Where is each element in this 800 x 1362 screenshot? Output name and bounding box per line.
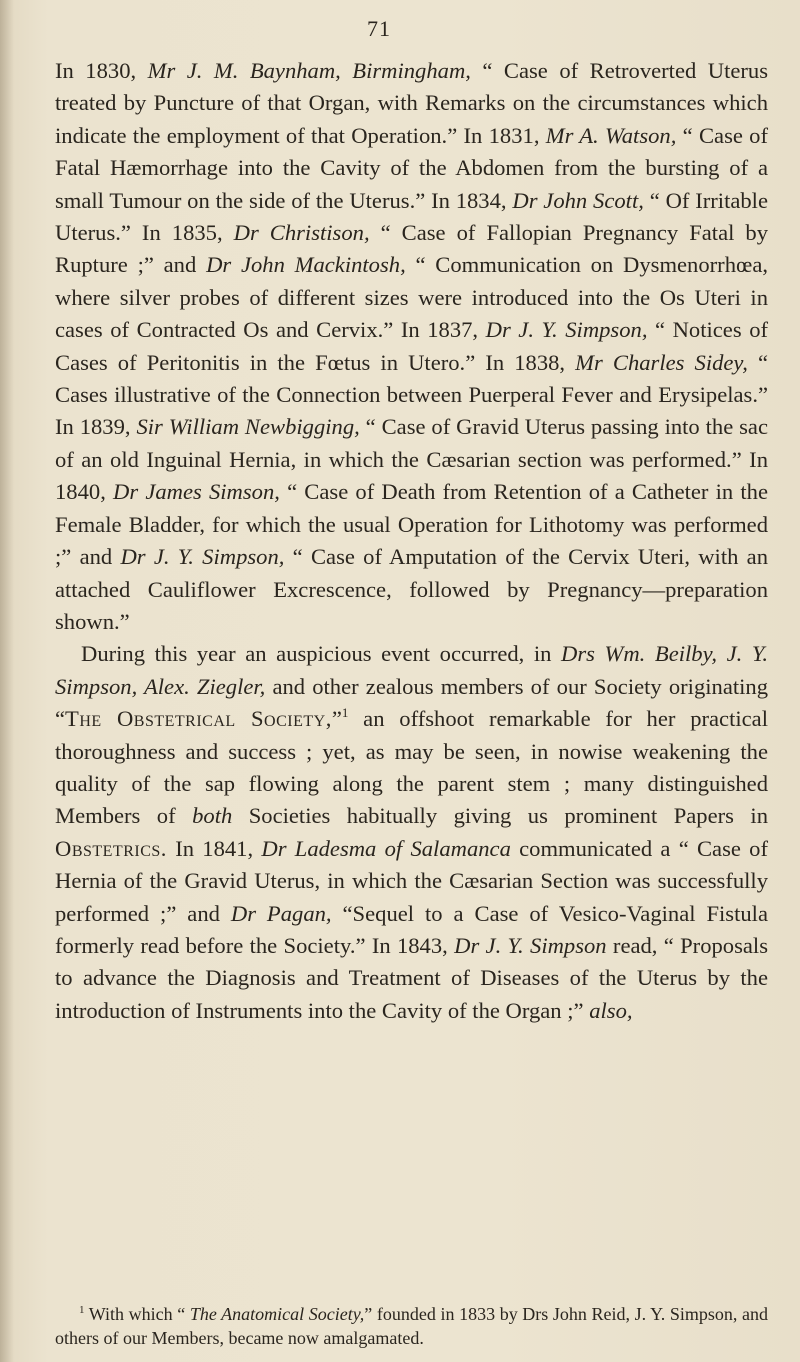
p2-text: read, “ Proposals to advance the Diagnosis and Treatment of Diseases of the Uterus by the introduction of Instruments into the Cavity of the Organ ;” — [55, 932, 768, 1023]
p1-author: Dr John Scott, — [512, 187, 644, 213]
p2-text: During this year an auspicious event occurred, in — [81, 641, 562, 667]
p1-text: “ Case of Amputation of the Cervix Uteri, with an attached Cauliflower Excrescence, followed by Pregnancy—preparation shown.” — [55, 544, 769, 634]
footnote-text: With which “ — [84, 1304, 190, 1324]
footnote-reference: 1 — [341, 705, 349, 721]
p1-text: “ Case of Retroverted Uterus treated by Puncture of that Organ, with Remarks on the circumstances which indicate the employment of that Operation.” In 1831, — [55, 58, 768, 148]
p1-text: “ Cases illustrative of the Connection between Puerperal Fever and Erysipelas.” In 1839, — [55, 349, 769, 440]
p1-author: Mr A. Watson, — [545, 122, 677, 148]
p1-text: “ Communication on Dysmenorrhœa, where silver probes of different sizes were introduced into the Os Uteri in cases of Contracted Os and Cervix.” In 1837, — [55, 252, 768, 343]
main-text — [55, 55, 768, 1027]
p1-text: “ Of Irritable Uterus.” In 1835, — [55, 187, 768, 246]
p2-text: and other zealous members of our Society originating “ — [55, 673, 768, 732]
obstetrics-term: Obstetrics. — [55, 835, 167, 861]
paragraph-1 — [55, 55, 768, 638]
p1-text: “ Case of Fatal Hæmorrhage into the Cavity of the Abdomen from the bursting of a small Tumour on the side of the Uterus.” In 1834, — [55, 122, 768, 213]
p2-text: an offshoot remarkable for her practical thoroughness and success ; yet, as may be seen, in nowise weakening the quality of the sap flowing along the parent stem ; many distinguished Members of — [55, 706, 768, 829]
footnote-text: ” founded in 1833 by Drs John Reid, J. Y. Simpson, and others of our Members, became now amalgamated. — [55, 1304, 769, 1348]
p2-text: In 1841, — [166, 835, 262, 861]
p1-text: “ Case of Fallopian Pregnancy Fatal by Rupture ;” and — [55, 220, 768, 278]
footnote-society-name: The Anatomical Society, — [189, 1304, 365, 1324]
p1-author: Mr Charles Sidey, — [575, 349, 748, 375]
page-number: 71 — [367, 16, 391, 41]
footnote-mark: 1 — [79, 1304, 85, 1316]
p1-text: “ Case of Death from Retention of a Catheter in the Female Bladder, for which the usual Operation for Lithotomy was performed ;” and — [55, 479, 769, 570]
paragraph-2 — [55, 638, 768, 1027]
p2-author: Dr Pagan, — [230, 900, 332, 926]
p2-author: Dr J. Y. Simpson — [454, 932, 607, 958]
p1-author: Dr James Simson, — [113, 479, 280, 505]
p1-text: “ Notices of Cases of Peritonitis in the Fœtus in Utero.” In 1838, — [55, 317, 769, 375]
p1-author: Dr J. Y. Simpson, — [120, 544, 285, 570]
p2-emphasis: also, — [589, 997, 633, 1023]
p2-emphasis: both — [192, 803, 233, 829]
p1-author: Dr John Mackintosh, — [206, 252, 406, 278]
page-edge-shadow — [0, 0, 14, 1362]
p2-author: Drs Wm. Beilby, J. Y. Simpson, Alex. Ziegler, — [55, 641, 768, 699]
p1-author: Dr Christison, — [233, 220, 370, 246]
p1-author: Mr J. M. Baynham, Birmingham, — [147, 58, 471, 83]
footnote — [55, 1302, 768, 1350]
p1-text: “ Case of Gravid Uterus passing into the sac of an old Inguinal Hernia, in which the Cæsarian section was performed.” In 1840, — [55, 414, 768, 505]
society-name: The Obstetrical Society, — [65, 706, 332, 732]
p1-text: In 1830, — [55, 58, 148, 83]
p2-text: “Sequel to a Case of Vesico-Vaginal Fistula formerly read before the Society.” In 1843, — [55, 900, 768, 958]
p2-text: communicated a “ Case of Hernia of the Gravid Uterus, in which the Cæsarian Section was successfully performed ;” and — [55, 835, 768, 926]
p1-author: Dr J. Y. Simpson, — [485, 317, 648, 343]
p2-text: ” — [331, 706, 342, 732]
p1-author: Sir William Newbigging, — [136, 414, 360, 440]
p2-text: Societies habitually giving us prominent Papers in — [232, 803, 768, 829]
p2-author: Dr Ladesma of Salamanca — [261, 835, 511, 861]
